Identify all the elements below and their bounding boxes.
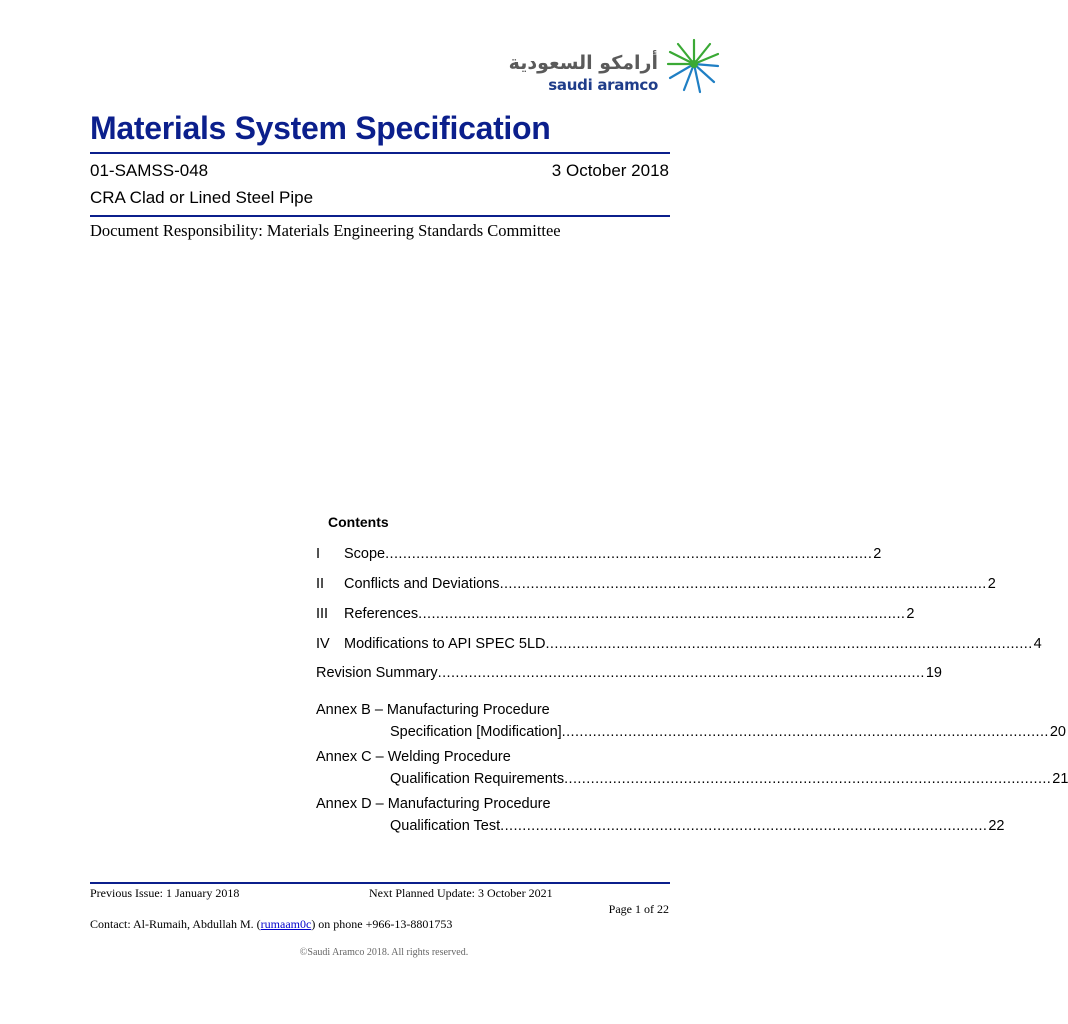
saudi-aramco-logo [508, 38, 720, 94]
toc-page: 2 [873, 546, 882, 562]
toc-number: I [316, 546, 321, 562]
document-responsibility: Document Responsibility: Materials Engineering Standards Committee [90, 221, 561, 240]
toc-label: Modifications to API SPEC 5LD [344, 636, 546, 652]
toc-leader-dots: .............................................................................................................. [545, 636, 1033, 652]
toc-annex-label: Annex B – Manufacturing Procedure [316, 702, 550, 718]
contact-email-link[interactable]: rumaam0c [260, 917, 312, 931]
toc-label: Qualification Test [390, 818, 501, 834]
toc-page: 22 [988, 818, 1005, 834]
toc-leader-dots: .............................................................................................................. [385, 546, 873, 562]
copyright: ©Saudi Aramco 2018. All rights reserved. [299, 947, 469, 958]
toc-page: 20 [1049, 724, 1066, 740]
toc-label: Conflicts and Deviations [344, 576, 500, 592]
toc-page: 4 [1033, 636, 1042, 652]
previous-issue: Previous Issue: 1 January 2018 [90, 886, 240, 900]
toc-label: Qualification Requirements [390, 771, 565, 787]
toc-number: II [316, 576, 325, 592]
toc-leader-dots: .............................................................................................................. [561, 724, 1049, 740]
toc-page: 19 [925, 665, 942, 681]
toc-entry-modifications[interactable] [316, 632, 1042, 652]
document-number: 01-SAMSS-048 [90, 161, 209, 180]
page-number: Page 1 of 22 [608, 902, 669, 916]
toc-number: III [316, 606, 329, 622]
toc-entry-references[interactable] [316, 602, 915, 622]
toc-leader-dots: .............................................................................................................. [437, 665, 925, 681]
toc-leader-dots: .............................................................................................................. [500, 818, 988, 834]
toc-label: Revision Summary [316, 665, 438, 681]
title-rule [90, 152, 670, 154]
toc-label: Scope [344, 546, 386, 562]
toc-entry-revision-summary[interactable] [316, 661, 942, 681]
contact-prefix: Contact: Al-Rumaih, Abdullah M. ( [90, 917, 261, 931]
header-rule [90, 215, 670, 217]
toc-page: 21 [1052, 771, 1068, 787]
toc-number: IV [316, 636, 330, 652]
toc-leader-dots: .............................................................................................................. [564, 771, 1052, 787]
toc-page: 2 [987, 576, 996, 592]
next-planned-update: Next Planned Update: 3 October 2021 [369, 886, 553, 900]
toc-label: Specification [Modification] [390, 724, 562, 740]
contact-line [90, 917, 452, 932]
contact-suffix: ) on phone +966-13-8801753 [311, 917, 453, 931]
logo-arabic-text: أرامكو السعودية [508, 52, 658, 74]
toc-entry-scope[interactable] [316, 542, 882, 562]
toc-page: 2 [906, 606, 915, 622]
logo-english-text: saudi aramco [548, 76, 658, 94]
toc-annex-line [390, 720, 1066, 740]
toc-entry-conflicts[interactable] [316, 572, 996, 592]
toc-label: References [344, 606, 419, 622]
document-title: CRA Clad or Lined Steel Pipe [90, 188, 314, 207]
toc-annex-label: Annex D – Manufacturing Procedure [316, 796, 551, 812]
footer-rule [90, 882, 670, 884]
contents-heading: Contents [328, 514, 389, 530]
toc-leader-dots: .............................................................................................................. [418, 606, 906, 622]
toc-leader-dots: .............................................................................................................. [499, 576, 987, 592]
toc-annex-line [390, 767, 1068, 787]
toc-annex-line [390, 814, 1005, 834]
document-date: 3 October 2018 [551, 161, 669, 180]
document-type-title: Materials System Specification [90, 110, 551, 146]
toc-annex-label: Annex C – Welding Procedure [316, 749, 511, 765]
aramco-star-icon [664, 38, 720, 94]
